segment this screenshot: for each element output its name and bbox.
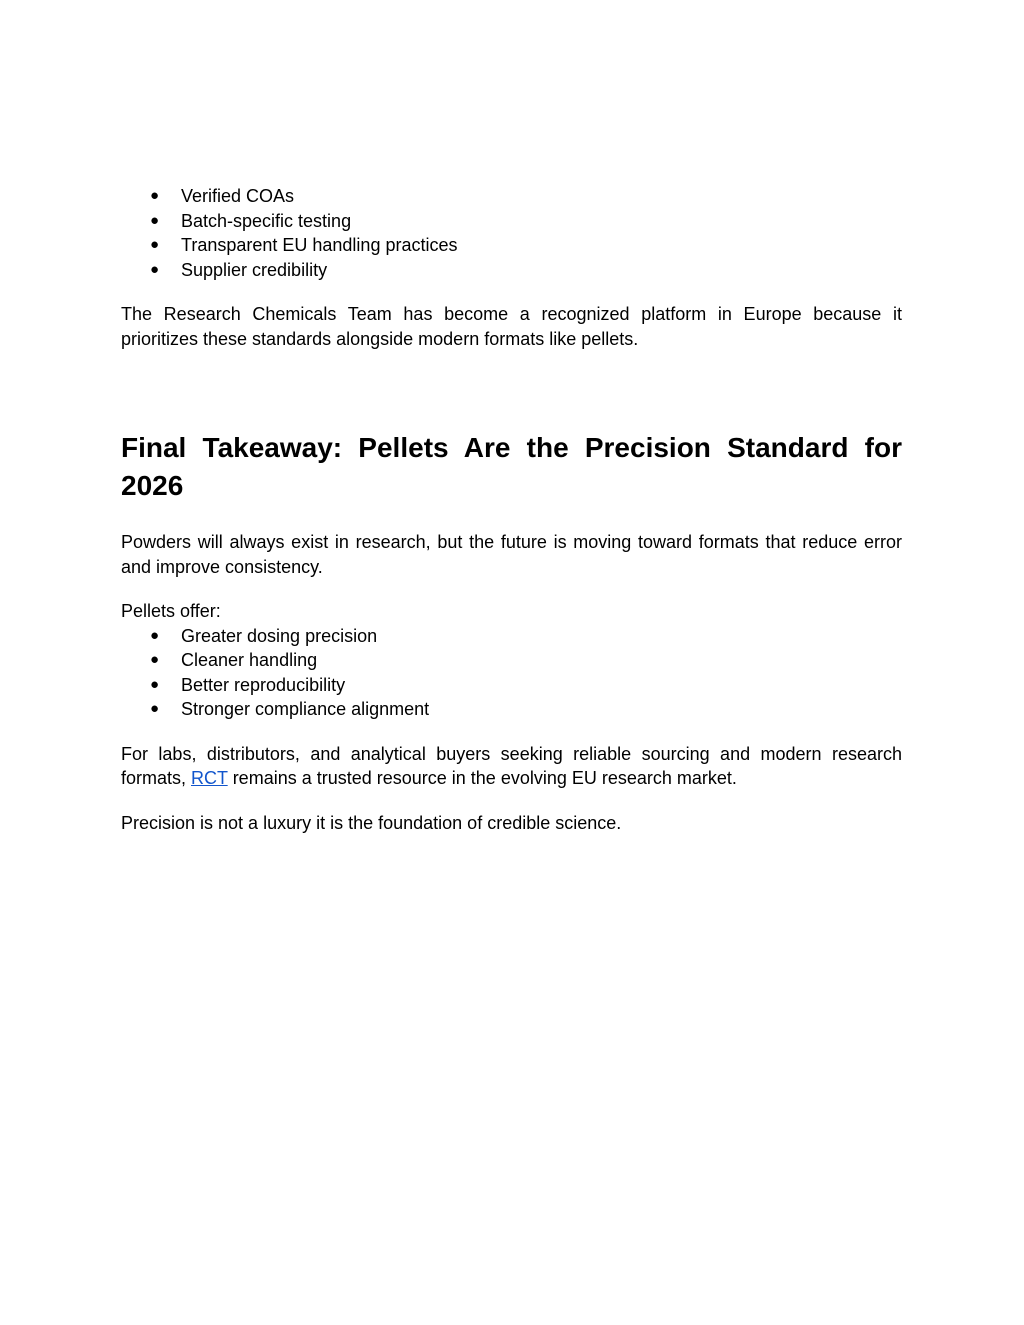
bullet-icon: ●: [150, 675, 160, 693]
closing-paragraph: Precision is not a luxury it is the foundation of credible science.: [121, 812, 622, 833]
pellets-benefits-list: [121, 624, 902, 722]
powders-paragraph: Powders will always exist in research, but the future is moving toward formats that reduce error and improve consistency.: [121, 532, 902, 577]
bullet-icon: ●: [150, 187, 160, 204]
list-item: ● Better reproducibility: [121, 673, 902, 698]
platform-paragraph: The Research Chemicals Team has become a recognized platform in Europe because it prioritizes these standards alongside modern formats like pellets.: [121, 304, 902, 349]
pellets-intro: Pellets offer:: [121, 601, 221, 621]
list-item: ● Batch-specific testing: [121, 209, 902, 234]
bullet-icon: ●: [150, 651, 160, 668]
document-content: [121, 184, 902, 835]
standards-list: [121, 184, 902, 282]
section-heading: Final Takeaway: Pellets Are the Precision Standard for 2026: [121, 432, 902, 501]
list-item: ● Greater dosing precision: [121, 624, 902, 649]
list-item: ● Cleaner handling: [121, 648, 902, 673]
bullet-icon: ●: [150, 700, 160, 717]
list-item: ● Transparent EU handling practices: [121, 233, 902, 258]
bullet-icon: ●: [150, 626, 160, 644]
list-item: ● Supplier credibility: [121, 258, 902, 283]
bullet-icon: ●: [150, 211, 160, 229]
list-item: ● Verified COAs: [121, 184, 902, 209]
list-item: ● Stronger compliance alignment: [121, 697, 902, 722]
labs-paragraph: For labs, distributors, and analytical buyers seeking reliable sourcing and modern research formats, RCT remains a trusted resource in the evolving EU research market.: [121, 743, 902, 788]
bullet-icon: ●: [150, 236, 160, 253]
bullet-icon: ●: [150, 260, 160, 278]
rct-link[interactable]: RCT: [191, 768, 228, 788]
